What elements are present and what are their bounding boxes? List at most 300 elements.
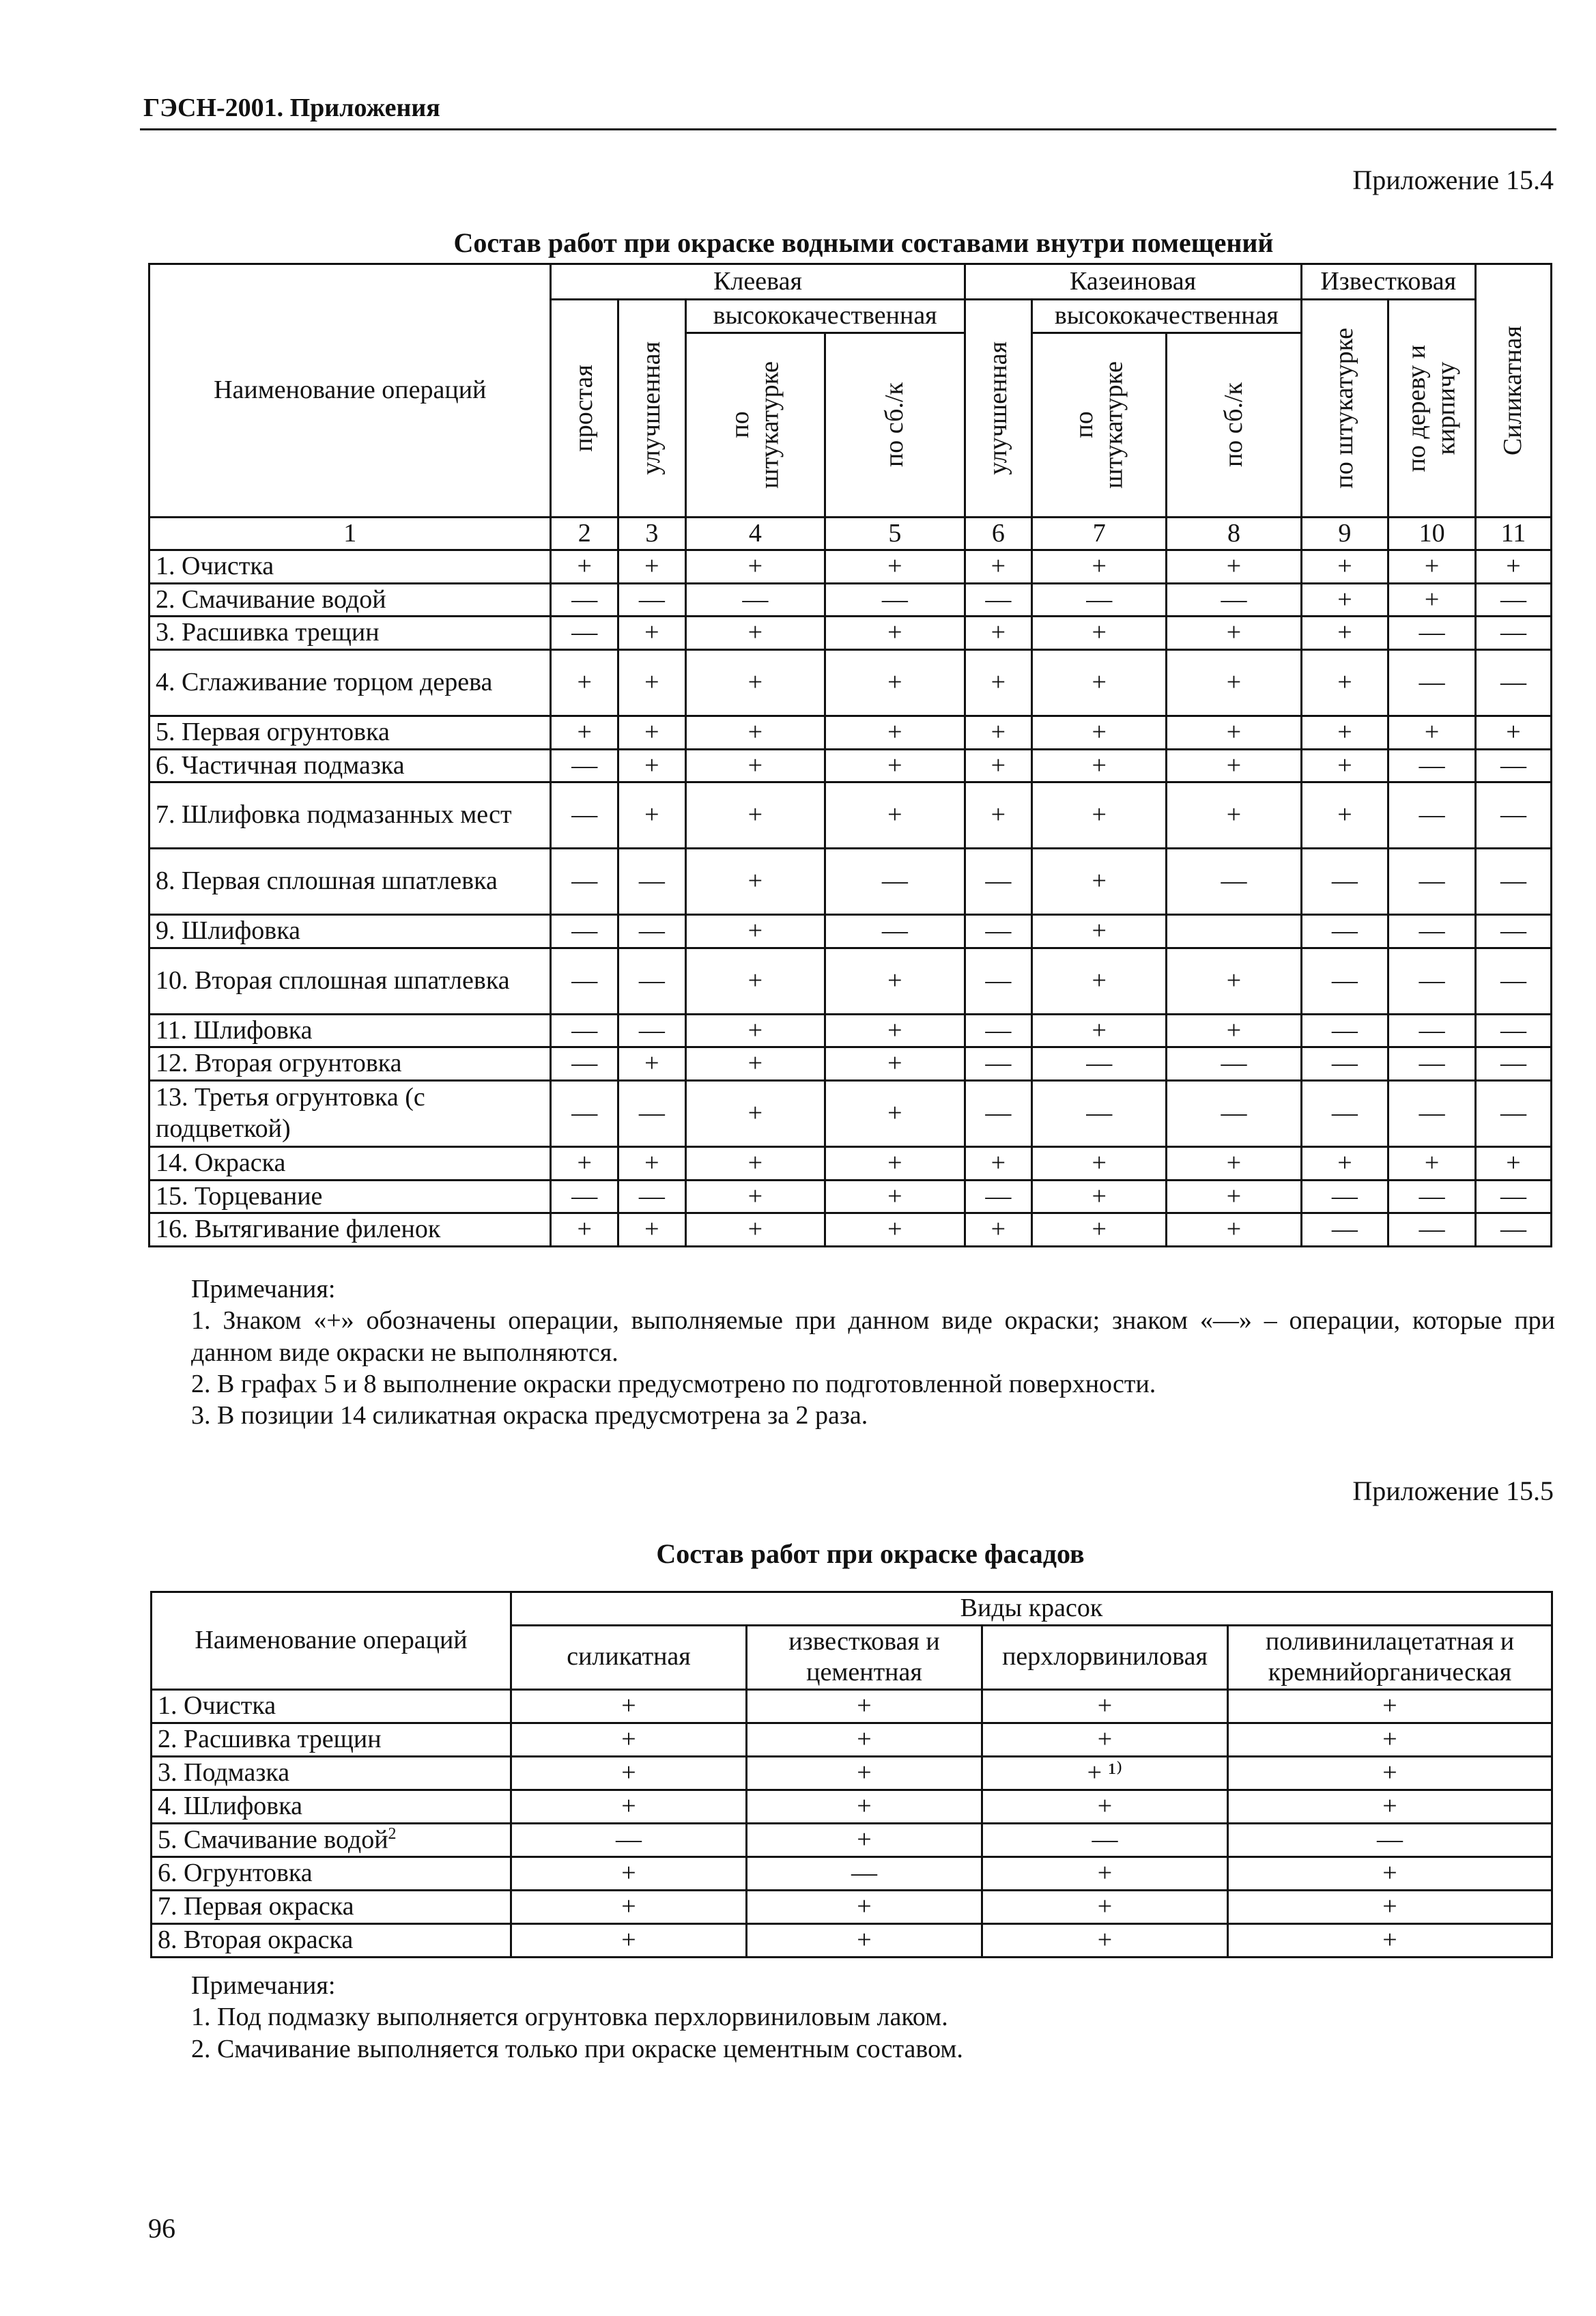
mark-cell: +: [982, 1723, 1228, 1756]
mark-cell: —: [551, 915, 618, 948]
table-row: [152, 1823, 1552, 1856]
mark-cell: +: [685, 1014, 825, 1047]
mark-cell: +: [551, 716, 618, 749]
operation-name-cell: [152, 1790, 511, 1823]
column-number: 2: [551, 517, 618, 550]
mark-cell: +: [685, 749, 825, 782]
mark-cell: +: [825, 948, 965, 1014]
group-header-izvestkovaya: Известковая: [1301, 264, 1475, 300]
mark-cell: +: [1228, 1857, 1552, 1891]
mark-cell: +: [1167, 550, 1301, 584]
operation-name-cell: [152, 1723, 511, 1756]
mark-cell: +: [1167, 1180, 1301, 1213]
mark-cell: +: [685, 1047, 825, 1081]
header-rule: [140, 128, 1556, 130]
mark-cell: —: [1388, 649, 1476, 716]
mark-cell: +: [1301, 583, 1388, 617]
mark-cell: +: [511, 1756, 747, 1790]
mark-cell: —: [1475, 649, 1551, 716]
operation-name: 6. Частичная подмазка: [149, 749, 551, 782]
mark-cell: +: [1301, 617, 1388, 650]
mark-cell: +: [618, 782, 686, 849]
mark-cell: +: [618, 617, 686, 650]
mark-cell: —: [1301, 915, 1388, 948]
mark-cell: —: [965, 1014, 1032, 1047]
mark-cell: +: [1167, 649, 1301, 716]
mark-cell: —: [551, 782, 618, 849]
table-facade-paint: [150, 1591, 1553, 1958]
group-header-kleevaya: Клеевая: [551, 264, 965, 300]
group-header-paint-types: Виды красок: [511, 1592, 1552, 1626]
table-interior-water-paint: [148, 263, 1552, 1247]
mark-cell: +: [1228, 1790, 1552, 1823]
operation-name: 1. Очистка: [158, 1691, 276, 1720]
operation-name: 2. Смачивание водой: [149, 583, 551, 617]
table-row: [149, 1180, 1552, 1213]
mark-cell: +: [825, 1180, 965, 1213]
mark-cell: —: [965, 1047, 1032, 1081]
mark-cell: +: [1167, 1213, 1301, 1247]
operation-name-cell: [152, 1891, 511, 1924]
mark-cell: —: [1301, 849, 1388, 915]
mark-cell: —: [551, 1180, 618, 1213]
table-row: [152, 1924, 1552, 1958]
mark-cell: +: [1228, 1891, 1552, 1924]
table-row: [152, 1857, 1552, 1891]
mark-cell: —: [1388, 1014, 1476, 1047]
mark-cell: —: [618, 915, 686, 948]
table-row: [149, 550, 1552, 584]
mark-cell: +: [618, 649, 686, 716]
mark-cell: +: [1032, 716, 1167, 749]
mark-cell: +: [685, 617, 825, 650]
table-2-body: [152, 1689, 1552, 1957]
mark-cell: +: [747, 1723, 982, 1756]
mark-cell: —: [1167, 1080, 1301, 1146]
mark-cell: +: [1228, 1756, 1552, 1790]
mark-cell: +: [685, 716, 825, 749]
mark-cell: +: [965, 782, 1032, 849]
mark-cell: +: [685, 1080, 825, 1146]
mark-cell: +: [551, 649, 618, 716]
mark-cell: +: [1032, 617, 1167, 650]
col-header-3: улучшенная: [618, 300, 686, 518]
mark-cell: +: [511, 1723, 747, 1756]
mark-cell: +: [1167, 749, 1301, 782]
note-2-1: 1. Под подмазку выполняется огрунтовка перхлорвиниловым лаком.: [191, 2003, 948, 2032]
table-row: [149, 617, 1552, 650]
mark-cell: —: [825, 915, 965, 948]
mark-cell: +: [685, 915, 825, 948]
table-row: [152, 1790, 1552, 1823]
mark-cell: +: [825, 1080, 965, 1146]
table-row: [149, 1047, 1552, 1081]
mark-cell: +: [825, 1047, 965, 1081]
column-number: 4: [685, 517, 825, 550]
column-number: 7: [1032, 517, 1167, 550]
mark-cell: +: [1228, 1689, 1552, 1723]
table-row: [149, 716, 1552, 749]
mark-cell: —: [1475, 849, 1551, 915]
mark-cell: +: [618, 716, 686, 749]
mark-cell: —: [965, 948, 1032, 1014]
mark-cell: —: [825, 583, 965, 617]
mark-cell: —: [1388, 915, 1476, 948]
mark-cell: —: [1388, 782, 1476, 849]
mark-cell: +: [1301, 1146, 1388, 1180]
table-row: [152, 1756, 1552, 1790]
mark-cell: +: [511, 1689, 747, 1723]
mark-cell: +: [747, 1790, 982, 1823]
mark-cell: —: [1475, 948, 1551, 1014]
mark-cell: +: [1032, 649, 1167, 716]
mark-cell: —: [1388, 1213, 1476, 1247]
mark-cell: +: [1032, 749, 1167, 782]
mark-cell: +: [825, 782, 965, 849]
mark-cell: —: [1032, 1080, 1167, 1146]
col-header-4: по штукатурке: [685, 333, 825, 517]
col-header-6: улучшенная: [965, 300, 1032, 518]
mark-cell: +: [685, 550, 825, 584]
mark-cell: + ¹⁾: [982, 1756, 1228, 1790]
mark-cell: +: [825, 550, 965, 584]
mark-cell: +: [965, 1213, 1032, 1247]
mark-cell: —: [965, 583, 1032, 617]
mark-cell: [1167, 915, 1301, 948]
mark-cell: —: [618, 849, 686, 915]
column-number: 1: [149, 517, 551, 550]
mark-cell: +: [747, 1689, 982, 1723]
mark-cell: +: [825, 649, 965, 716]
operation-name: 10. Вторая сплошная шпатлевка: [149, 948, 551, 1014]
paint-type-header: силикатная: [511, 1625, 747, 1689]
operation-name: 8. Первая сплошная шпатлевка: [149, 849, 551, 915]
col-header-9: по штукатурке: [1301, 300, 1388, 518]
mark-cell: +: [1167, 1014, 1301, 1047]
mark-cell: +: [1032, 1146, 1167, 1180]
operation-name-cell: [152, 1857, 511, 1891]
mark-cell: +: [511, 1924, 747, 1958]
note-3: 3. В позиции 14 силикатная окраска предусмотрена за 2 раза.: [191, 1401, 868, 1430]
mark-cell: +: [747, 1823, 982, 1856]
table-row: [149, 1213, 1552, 1247]
mark-cell: —: [511, 1823, 747, 1856]
mark-cell: +: [685, 1213, 825, 1247]
operation-name: 11. Шлифовка: [149, 1014, 551, 1047]
table-row: [149, 1014, 1552, 1047]
operation-name: 5. Первая огрунтовка: [149, 716, 551, 749]
mark-cell: —: [1388, 1180, 1476, 1213]
mark-cell: +: [747, 1756, 982, 1790]
mark-cell: +: [685, 782, 825, 849]
mark-cell: +: [1301, 782, 1388, 849]
mark-cell: —: [551, 1047, 618, 1081]
col-header-2: простая: [551, 300, 618, 518]
mark-cell: +: [1475, 550, 1551, 584]
mark-cell: —: [1388, 749, 1476, 782]
mark-cell: +: [825, 1014, 965, 1047]
mark-cell: +: [685, 1180, 825, 1213]
mark-cell: —: [551, 583, 618, 617]
mark-cell: +: [1167, 716, 1301, 749]
mark-cell: +: [618, 550, 686, 584]
mark-cell: —: [551, 849, 618, 915]
mark-cell: —: [825, 849, 965, 915]
mark-cell: +: [551, 550, 618, 584]
mark-cell: —: [618, 948, 686, 1014]
mark-cell: —: [1475, 749, 1551, 782]
table-1-notes: [149, 1273, 1555, 1432]
mark-cell: +: [1388, 583, 1476, 617]
mark-cell: +: [1032, 1213, 1167, 1247]
mark-cell: +: [1032, 915, 1167, 948]
mark-cell: +: [1032, 1180, 1167, 1213]
mark-cell: —: [1388, 1047, 1476, 1081]
mark-cell: +: [825, 749, 965, 782]
operation-name: 5. Смачивание водой: [158, 1825, 388, 1854]
mark-cell: —: [618, 1180, 686, 1213]
table-row: [152, 1723, 1552, 1756]
operation-name: 1. Очистка: [149, 550, 551, 584]
operation-name: 4. Шлифовка: [158, 1791, 302, 1820]
mark-cell: —: [747, 1857, 982, 1891]
mark-cell: +: [1388, 550, 1476, 584]
column-number: 10: [1388, 517, 1476, 550]
operation-name: 12. Вторая огрунтовка: [149, 1047, 551, 1081]
mark-cell: —: [618, 583, 686, 617]
mark-cell: +: [1388, 716, 1476, 749]
mark-cell: +: [1032, 1014, 1167, 1047]
operation-name: 2. Расшивка трещин: [158, 1724, 382, 1753]
mark-cell: —: [965, 1080, 1032, 1146]
page-number: 96: [148, 2213, 175, 2244]
mark-cell: +: [1032, 948, 1167, 1014]
notes-heading-2: Примечания:: [191, 1971, 336, 2000]
mark-cell: —: [1475, 617, 1551, 650]
operation-name: 4. Сглаживание торцом дерева: [149, 649, 551, 716]
operation-name: 7. Первая окраска: [158, 1892, 354, 1921]
mark-cell: —: [1032, 583, 1167, 617]
mark-cell: —: [551, 1080, 618, 1146]
mark-cell: —: [965, 1180, 1032, 1213]
mark-cell: +: [1301, 716, 1388, 749]
mark-cell: +: [1032, 849, 1167, 915]
mark-cell: —: [1388, 617, 1476, 650]
mark-cell: —: [1475, 583, 1551, 617]
mark-cell: —: [551, 749, 618, 782]
mark-cell: —: [1301, 1180, 1388, 1213]
mark-cell: +: [685, 849, 825, 915]
mark-cell: +: [618, 749, 686, 782]
mark-cell: —: [551, 1014, 618, 1047]
operation-name: 13. Третья огрунтовка (с подцветкой): [149, 1080, 551, 1146]
column-number-row: [149, 517, 1552, 550]
mark-cell: —: [1301, 1014, 1388, 1047]
operation-name-cell: [152, 1756, 511, 1790]
mark-cell: —: [1301, 1213, 1388, 1247]
mark-cell: +: [825, 617, 965, 650]
note-2: 2. В графах 5 и 8 выполнение окраски предусмотрено по подготовленной поверхности.: [191, 1370, 1156, 1399]
column-number: 5: [825, 517, 965, 550]
mark-cell: +: [982, 1891, 1228, 1924]
mark-cell: —: [1388, 948, 1476, 1014]
operation-name-header: Наименование операций: [149, 264, 551, 518]
mark-cell: —: [1475, 1080, 1551, 1146]
mark-cell: +: [747, 1891, 982, 1924]
mark-cell: —: [1167, 849, 1301, 915]
table-row: [152, 1689, 1552, 1723]
mark-cell: +: [965, 649, 1032, 716]
appendix-15-5-label: Приложение 15.5: [1352, 1475, 1554, 1506]
mark-cell: —: [1475, 1213, 1551, 1247]
mark-cell: +: [1032, 550, 1167, 584]
operation-name: 6. Огрунтовка: [158, 1859, 313, 1888]
mark-cell: —: [1301, 948, 1388, 1014]
mark-cell: +: [1301, 550, 1388, 584]
table-2-notes: [149, 1970, 1555, 2065]
mark-cell: +: [982, 1924, 1228, 1958]
mark-cell: —: [1167, 1047, 1301, 1081]
table-row: [149, 583, 1552, 617]
table-2-title: Состав работ при окраске фасадов: [656, 1538, 1085, 1569]
mark-cell: —: [1475, 1047, 1551, 1081]
table-row: [149, 782, 1552, 849]
mark-cell: —: [1228, 1823, 1552, 1856]
note-1: 1. Знаком «+» обозначены операции, выполняемые при данном виде окраски; знаком «—» – операции, которые при данном виде окраски не выполняются.: [191, 1306, 1555, 1367]
table-row: [149, 1080, 1552, 1146]
operation-name: 14. Окраска: [149, 1146, 551, 1180]
table-row: [149, 915, 1552, 948]
mark-cell: +: [1167, 1146, 1301, 1180]
column-number: 3: [618, 517, 686, 550]
mark-cell: +: [1301, 649, 1388, 716]
mark-cell: +: [965, 550, 1032, 584]
mark-cell: —: [1301, 1047, 1388, 1081]
mark-cell: —: [1475, 1014, 1551, 1047]
group-header-kazeinovaya: Казеиновая: [965, 264, 1301, 300]
mark-cell: —: [551, 948, 618, 1014]
mark-cell: +: [618, 1047, 686, 1081]
mark-cell: —: [1032, 1047, 1167, 1081]
mark-cell: —: [685, 583, 825, 617]
operation-name: 3. Расшивка трещин: [149, 617, 551, 650]
notes-heading: Примечания:: [191, 1275, 336, 1303]
subgroup-header-vk1: высококачественная: [685, 300, 965, 333]
col-header-10: по дереву и кирпичу: [1388, 300, 1476, 518]
mark-cell: —: [1475, 1180, 1551, 1213]
mark-cell: +: [685, 649, 825, 716]
table-1-title: Состав работ при окраске водными составами внутри помещений: [453, 227, 1274, 258]
col-header-11: Силикатная: [1475, 264, 1551, 518]
mark-cell: +: [1228, 1723, 1552, 1756]
mark-cell: +: [747, 1924, 982, 1958]
operation-name: 8. Вторая окраска: [158, 1925, 354, 1955]
column-number: 9: [1301, 517, 1388, 550]
column-number: 6: [965, 517, 1032, 550]
subgroup-header-vk2: высококачественная: [1032, 300, 1301, 333]
operation-name-cell: [152, 1924, 511, 1958]
operation-name-cell: [152, 1823, 511, 1856]
table-row: [149, 849, 1552, 915]
table-1-body: [149, 517, 1552, 1246]
col-header-8: по сб./к: [1167, 333, 1301, 517]
operation-name: 7. Шлифовка подмазанных мест: [149, 782, 551, 849]
mark-cell: +: [1475, 1146, 1551, 1180]
operation-name-header-2: Наименование операций: [152, 1592, 511, 1690]
mark-cell: +: [618, 1213, 686, 1247]
table-row: [149, 749, 1552, 782]
mark-cell: +: [1032, 782, 1167, 849]
mark-cell: —: [1388, 1080, 1476, 1146]
mark-cell: —: [982, 1823, 1228, 1856]
mark-cell: +: [551, 1146, 618, 1180]
mark-cell: +: [511, 1857, 747, 1891]
mark-cell: +: [511, 1891, 747, 1924]
mark-cell: +: [965, 716, 1032, 749]
mark-cell: +: [685, 1146, 825, 1180]
col-header-7: по штукатурке: [1032, 333, 1167, 517]
paint-type-header: известковая и цементная: [747, 1625, 982, 1689]
mark-cell: +: [965, 749, 1032, 782]
mark-cell: —: [618, 1014, 686, 1047]
operation-name: 3. Подмазка: [158, 1757, 290, 1787]
table-row: [149, 1146, 1552, 1180]
mark-cell: +: [825, 1213, 965, 1247]
mark-cell: +: [1475, 716, 1551, 749]
mark-cell: +: [1301, 749, 1388, 782]
mark-cell: +: [982, 1689, 1228, 1723]
mark-cell: +: [511, 1790, 747, 1823]
mark-cell: —: [1167, 583, 1301, 617]
column-number: 8: [1167, 517, 1301, 550]
mark-cell: +: [965, 617, 1032, 650]
note-2-2: 2. Смачивание выполняется только при окраске цементным составом.: [191, 2034, 963, 2063]
mark-cell: +: [825, 716, 965, 749]
mark-cell: —: [965, 915, 1032, 948]
table-row: [149, 948, 1552, 1014]
paint-type-header: перхлорвиниловая: [982, 1625, 1228, 1689]
mark-cell: —: [1475, 782, 1551, 849]
mark-cell: +: [1167, 782, 1301, 849]
footnote-ref: 2: [388, 1824, 397, 1843]
operation-name: 16. Вытягивание филенок: [149, 1213, 551, 1247]
mark-cell: +: [1167, 948, 1301, 1014]
paint-type-header: поливинилацетатная и кремнийорганическая: [1228, 1625, 1552, 1689]
mark-cell: +: [825, 1146, 965, 1180]
mark-cell: +: [1228, 1924, 1552, 1958]
table-row: [152, 1891, 1552, 1924]
mark-cell: —: [1388, 849, 1476, 915]
mark-cell: —: [551, 617, 618, 650]
mark-cell: —: [618, 1080, 686, 1146]
mark-cell: +: [685, 948, 825, 1014]
operation-name: 9. Шлифовка: [149, 915, 551, 948]
appendix-15-4-label: Приложение 15.4: [1352, 165, 1554, 195]
mark-cell: +: [982, 1857, 1228, 1891]
mark-cell: +: [618, 1146, 686, 1180]
mark-cell: —: [1301, 1080, 1388, 1146]
mark-cell: +: [1167, 617, 1301, 650]
column-number: 11: [1475, 517, 1551, 550]
operation-name-cell: [152, 1689, 511, 1723]
mark-cell: —: [1475, 915, 1551, 948]
mark-cell: +: [551, 1213, 618, 1247]
table-row: [149, 649, 1552, 716]
mark-cell: —: [965, 849, 1032, 915]
mark-cell: +: [965, 1146, 1032, 1180]
mark-cell: +: [1388, 1146, 1476, 1180]
operation-name: 15. Торцевание: [149, 1180, 551, 1213]
